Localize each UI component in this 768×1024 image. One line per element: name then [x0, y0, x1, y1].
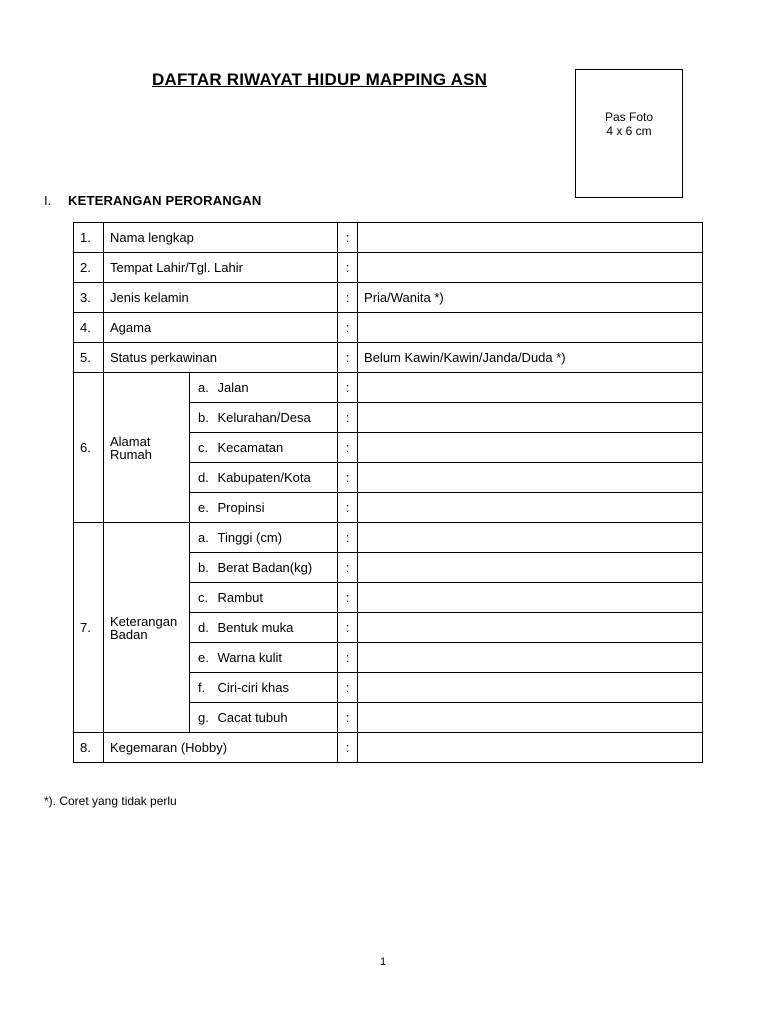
document-title: DAFTAR RIWAYAT HIDUP MAPPING ASN [152, 70, 488, 89]
colon-separator: : [338, 493, 358, 523]
row-value [358, 493, 703, 523]
colon-separator: : [338, 433, 358, 463]
row-number: 2. [74, 253, 104, 283]
colon-separator: : [338, 733, 358, 763]
row-number: 4. [74, 313, 104, 343]
row-value [358, 643, 703, 673]
row-number: 6. [74, 373, 104, 523]
sub-item-letter: a. [190, 523, 214, 553]
row-number: 8. [74, 733, 104, 763]
row-number: 5. [74, 343, 104, 373]
section-heading [44, 193, 261, 211]
photo-size-label: 4 x 6 cm [606, 124, 652, 138]
sub-item-label: Tinggi (cm) [214, 523, 338, 553]
sub-item-label: Bentuk muka [214, 613, 338, 643]
row-value [358, 733, 703, 763]
sub-item-label: Cacat tubuh [214, 703, 338, 733]
row-value: Pria/Wanita *) [358, 283, 703, 313]
row-label: Jenis kelamin [104, 283, 338, 313]
colon-separator: : [338, 283, 358, 313]
table-row [74, 523, 703, 553]
row-value: Belum Kawin/Kawin/Janda/Duda *) [358, 343, 703, 373]
row-value [358, 223, 703, 253]
table-row [74, 373, 703, 403]
address-group-label [104, 373, 190, 523]
table-row [74, 283, 703, 313]
sub-item-letter: b. [190, 403, 214, 433]
row-number: 1. [74, 223, 104, 253]
sub-item-label: Kecamatan [214, 433, 338, 463]
row-label: Tempat Lahir/Tgl. Lahir [104, 253, 338, 283]
sub-item-label: Jalan [214, 373, 338, 403]
row-value [358, 583, 703, 613]
sub-item-letter: d. [190, 613, 214, 643]
sub-item-letter: d. [190, 463, 214, 493]
row-number: 3. [74, 283, 104, 313]
colon-separator: : [338, 613, 358, 643]
group-label-line: Rumah [110, 446, 152, 462]
colon-separator: : [338, 223, 358, 253]
colon-separator: : [338, 703, 358, 733]
sub-item-label: Warna kulit [214, 643, 338, 673]
photo-placeholder-box [575, 69, 683, 198]
sub-item-letter: c. [190, 583, 214, 613]
photo-label: Pas Foto [604, 110, 654, 124]
row-value [358, 673, 703, 703]
colon-separator: : [338, 583, 358, 613]
row-label: Kegemaran (Hobby) [104, 733, 338, 763]
table-row [74, 733, 703, 763]
sub-item-letter: b. [190, 553, 214, 583]
row-value [358, 523, 703, 553]
colon-separator: : [338, 523, 358, 553]
colon-separator: : [338, 643, 358, 673]
footnote: *). Coret yang tidak perlu [44, 794, 177, 808]
group-label-line: Keterangan [110, 613, 178, 629]
row-value [358, 313, 703, 343]
sub-item-label: Kabupaten/Kota [214, 463, 338, 493]
section-number: I. [44, 193, 52, 208]
sub-item-label: Berat Badan(kg) [214, 553, 338, 583]
colon-separator: : [338, 553, 358, 583]
table-row [74, 253, 703, 283]
body-description-group-label [104, 523, 190, 733]
row-value [358, 463, 703, 493]
row-value [358, 613, 703, 643]
sub-item-letter: c. [190, 433, 214, 463]
table-row [74, 343, 703, 373]
row-label: Nama lengkap [104, 223, 338, 253]
page-number: 1 [380, 956, 387, 968]
sub-item-label: Ciri-ciri khas [214, 673, 338, 703]
colon-separator: : [338, 403, 358, 433]
sub-item-label: Propinsi [214, 493, 338, 523]
table-row [74, 223, 703, 253]
row-value [358, 373, 703, 403]
row-number: 7. [74, 523, 104, 733]
sub-item-label: Kelurahan/Desa [214, 403, 338, 433]
colon-separator: : [338, 253, 358, 283]
sub-item-letter: e. [190, 643, 214, 673]
colon-separator: : [338, 313, 358, 343]
sub-item-letter: e. [190, 493, 214, 523]
group-label-line: Alamat [110, 433, 151, 449]
sub-item-label: Rambut [214, 583, 338, 613]
row-value [358, 403, 703, 433]
colon-separator: : [338, 343, 358, 373]
sub-item-letter: f. [190, 673, 214, 703]
colon-separator: : [338, 673, 358, 703]
sub-item-letter: a. [190, 373, 214, 403]
row-value [358, 253, 703, 283]
row-value [358, 703, 703, 733]
row-label: Status perkawinan [104, 343, 338, 373]
table-row [74, 313, 703, 343]
colon-separator: : [338, 373, 358, 403]
sub-item-letter: g. [190, 703, 214, 733]
table-body [74, 223, 703, 763]
group-label-line: Badan [110, 626, 148, 642]
row-label: Agama [104, 313, 338, 343]
section-title: KETERANGAN PERORANGAN [68, 193, 262, 208]
colon-separator: : [338, 463, 358, 493]
personal-info-table [73, 222, 703, 763]
row-value [358, 553, 703, 583]
row-value [358, 433, 703, 463]
